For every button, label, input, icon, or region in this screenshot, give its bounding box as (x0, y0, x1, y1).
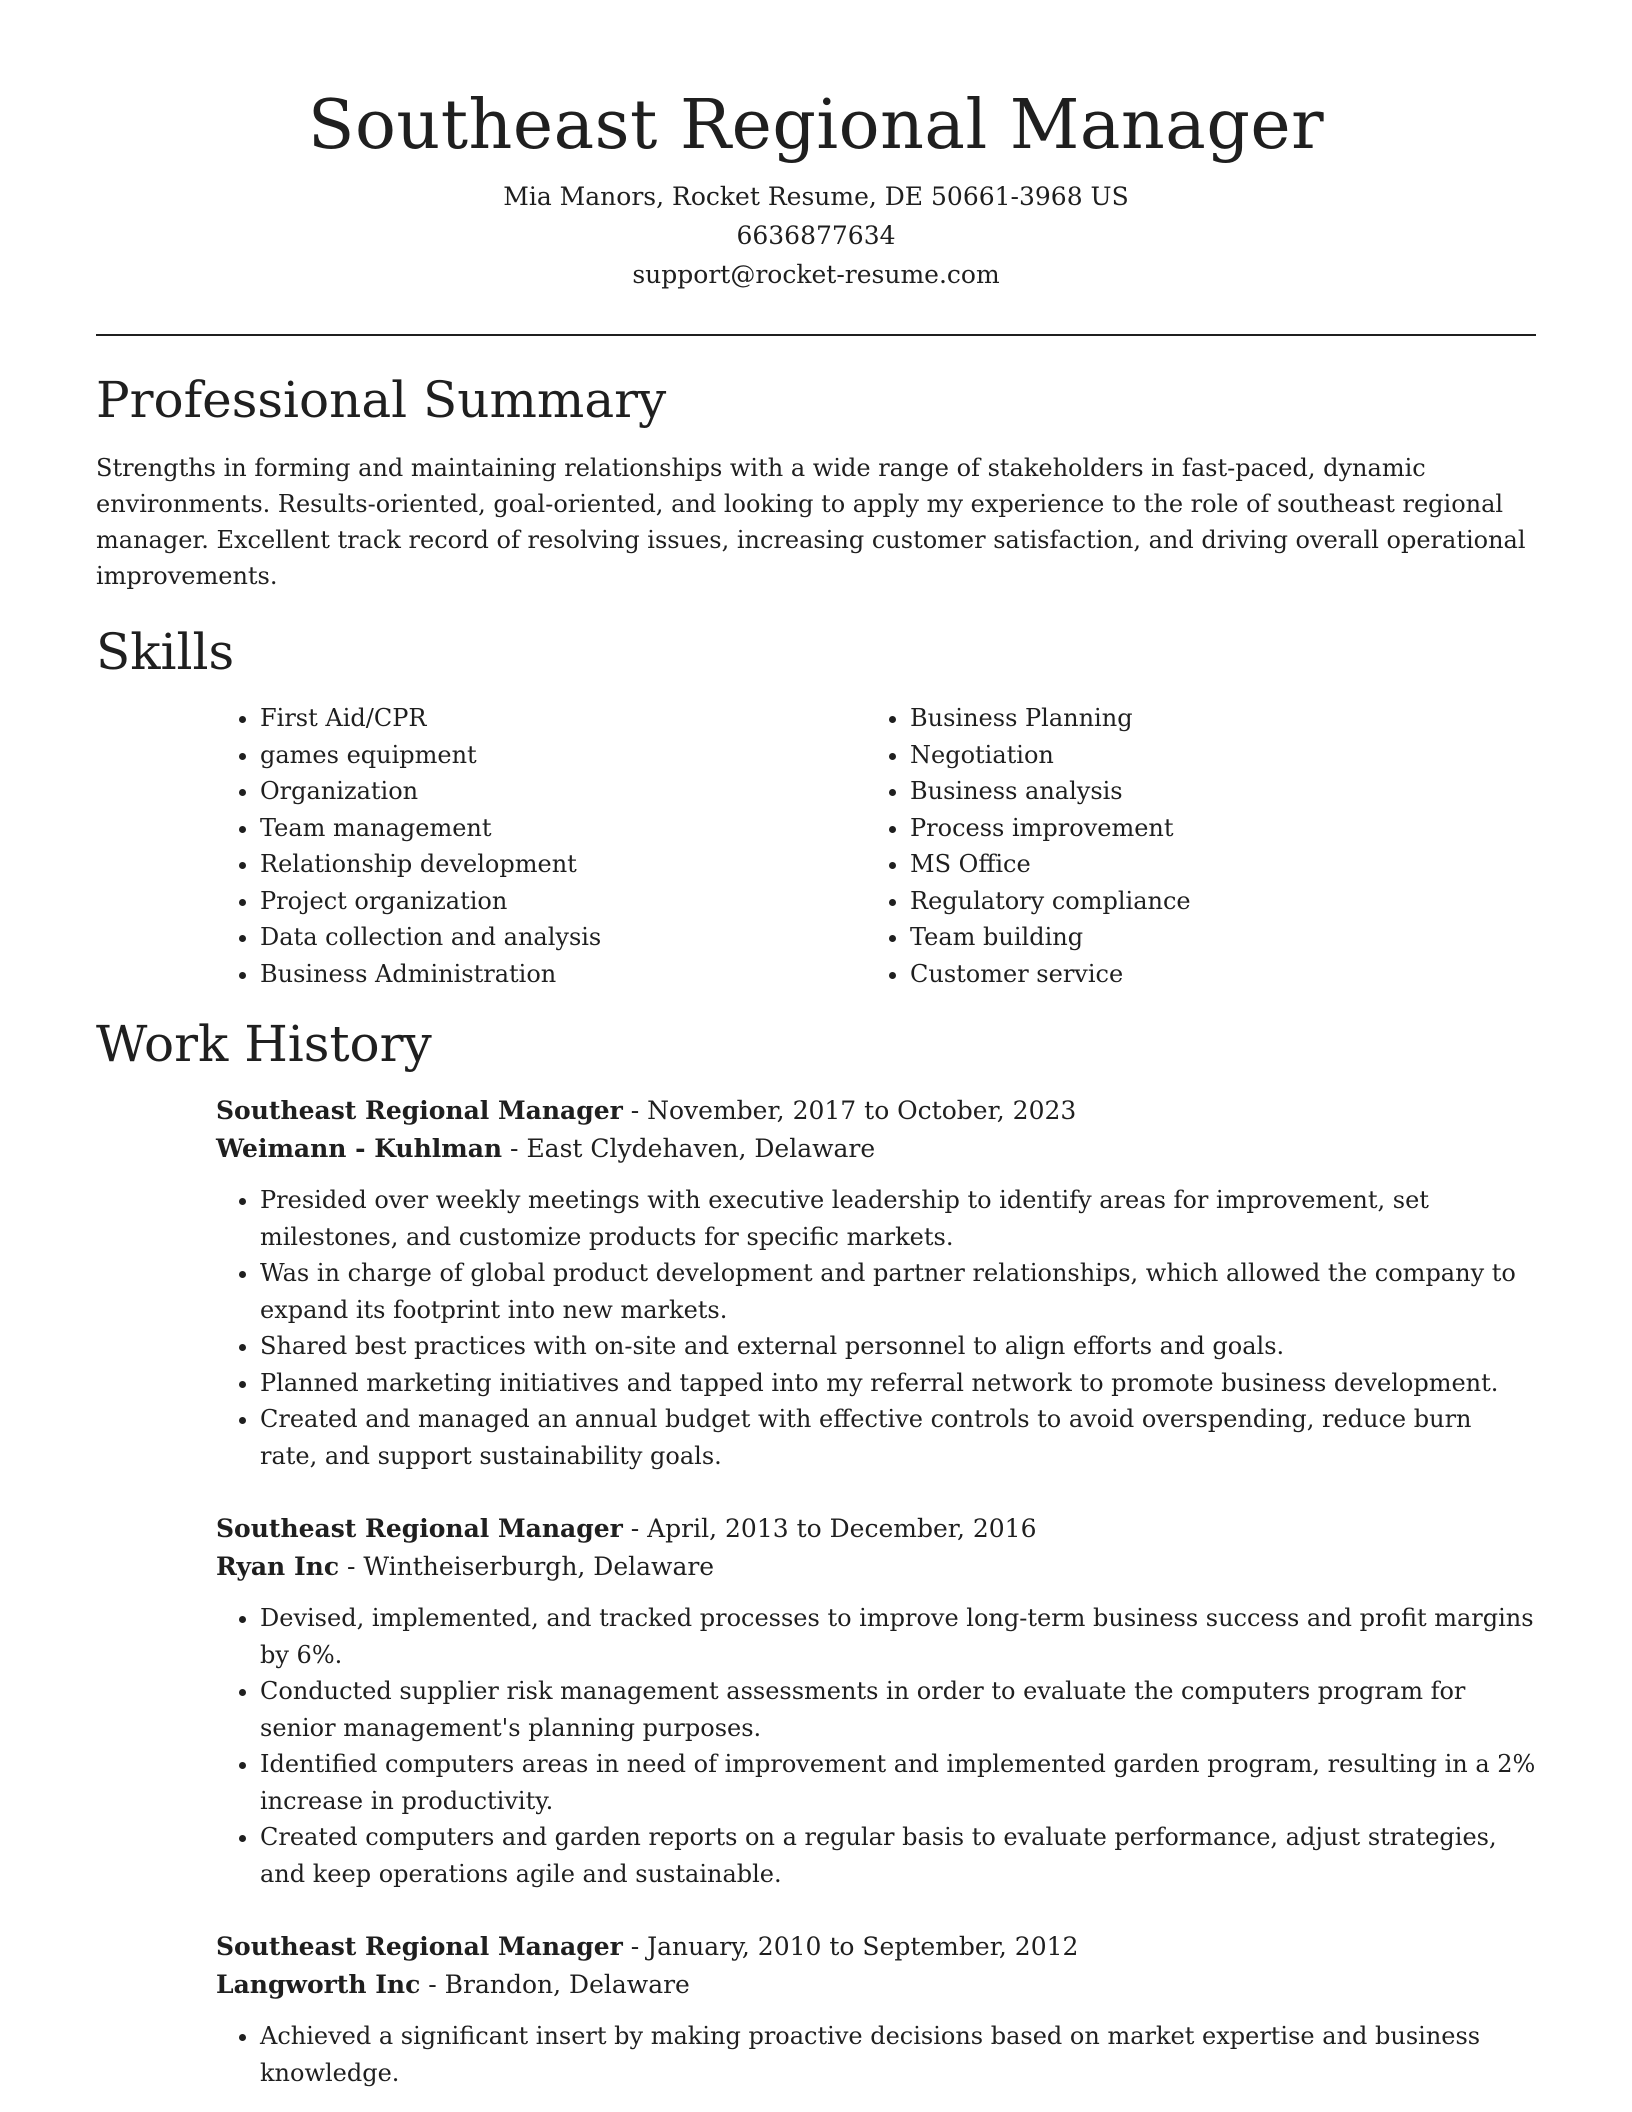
skill-item: • Regulatory compliance (910, 883, 1536, 920)
job-bullet: • Identified computers areas in need of improvement and implemented garden program, resulting in a 2% increase in productivity. (260, 1746, 1536, 1819)
skills-column-right (866, 700, 1536, 992)
skill-item: • games equipment (260, 737, 866, 774)
skill-item: • Business Administration (260, 956, 866, 993)
job-company: Ryan Inc (216, 1552, 340, 1581)
job-entry (216, 1092, 1536, 1474)
job-bullet: • Planned marketing initiatives and tapped into my referral network to promote business development. (260, 1365, 1536, 1402)
job-bullets (216, 1182, 1536, 1474)
contact-phone: 6636877634 (736, 221, 896, 250)
job-company: Langworth Inc (216, 1970, 421, 1999)
skill-item: • Data collection and analysis (260, 919, 866, 956)
job-company-line: Ryan Inc - Wintheiserburgh, Delaware (216, 1552, 715, 1581)
header-divider (96, 334, 1536, 336)
job-company-line: Weimann - Kuhlman - East Clydehaven, Delaware (216, 1134, 876, 1163)
job-role: Southeast Regional Manager (216, 1096, 623, 1125)
skill-item: • Relationship development (260, 846, 866, 883)
job-company-line: Langworth Inc - Brandon, Delaware (216, 1970, 690, 1999)
work-history-heading: Work History (96, 1015, 432, 1073)
skill-item: • Project organization (260, 883, 866, 920)
job-bullet: • Devised, implemented, and tracked processes to improve long-term business success and profit margins by 6%. (260, 1600, 1536, 1673)
job-location: Brandon, Delaware (444, 1970, 690, 1999)
contact-email: support@rocket-resume.com (632, 260, 1000, 289)
job-company: Weimann - Kuhlman (216, 1134, 503, 1163)
skill-item: • Business analysis (910, 773, 1536, 810)
job-location: East Clydehaven, Delaware (526, 1134, 876, 1163)
job-role-line: Southeast Regional Manager - April, 2013 to December, 2016 (216, 1514, 1037, 1543)
job-dates: April, 2013 to December, 2016 (647, 1514, 1037, 1543)
skill-item: • MS Office (910, 846, 1536, 883)
contact-info (0, 177, 1632, 294)
contact-address: Mia Manors, Rocket Resume, DE 50661-3968 US (503, 182, 1129, 211)
skill-item: • First Aid/CPR (260, 700, 866, 737)
work-history-section (96, 1014, 1536, 2091)
job-bullet: • Created computers and garden reports on a regular basis to evaluate performance, adjust strategies, and keep operations agile and sustainable. (260, 1819, 1536, 1892)
job-entry (216, 1510, 1536, 1892)
job-role: Southeast Regional Manager (216, 1932, 623, 1961)
summary-heading: Professional Summary (96, 371, 667, 429)
skills-section (96, 622, 1536, 992)
job-bullet: • Presided over weekly meetings with executive leadership to identify areas for improvement, set milestones, and customize products for specific markets. (260, 1182, 1536, 1255)
skills-heading: Skills (96, 623, 235, 681)
skill-item: • Team building (910, 919, 1536, 956)
job-bullet: • Was in charge of global product development and partner relationships, which allowed the company to expand its footprint into new markets. (260, 1255, 1536, 1328)
job-entry (216, 1928, 1536, 2091)
skill-item: • Team management (260, 810, 866, 847)
skill-item: • Process improvement (910, 810, 1536, 847)
job-bullet: • Conducted supplier risk management assessments in order to evaluate the computers program for senior management's planning purposes. (260, 1673, 1536, 1746)
skills-column-left (216, 700, 866, 992)
skill-item: • Business Planning (910, 700, 1536, 737)
job-bullet: • Shared best practices with on-site and external personnel to align efforts and goals. (260, 1328, 1536, 1365)
job-role-line: Southeast Regional Manager - January, 2010 to September, 2012 (216, 1932, 1079, 1961)
job-dates: January, 2010 to September, 2012 (647, 1932, 1079, 1961)
job-bullet: • Created and managed an annual budget with effective controls to avoid overspending, reduce burn rate, and support sustainability goals. (260, 1401, 1536, 1474)
resume-header (0, 0, 1632, 294)
job-role-line: Southeast Regional Manager - November, 2017 to October, 2023 (216, 1096, 1077, 1125)
skill-item: • Negotiation (910, 737, 1536, 774)
job-bullets (216, 2018, 1536, 2091)
job-role: Southeast Regional Manager (216, 1514, 623, 1543)
skills-list (216, 700, 1536, 992)
page-title: Southeast Regional Manager (307, 86, 1325, 165)
summary-section (96, 370, 1536, 594)
job-location: Wintheiserburgh, Delaware (363, 1552, 715, 1581)
job-bullet: • Achieved a significant insert by making proactive decisions based on market expertise and business knowledge. (260, 2018, 1536, 2091)
skill-item: • Organization (260, 773, 866, 810)
job-bullets (216, 1600, 1536, 1892)
skill-item: • Customer service (910, 956, 1536, 993)
summary-text: Strengths in forming and maintaining relationships with a wide range of stakeholders in fast-paced, dynamic environments. Results-oriented, goal-oriented, and looking to apply my experience to the role of southeast regional manager. Excellent track record of resolving issues, increasing customer satisfaction, and driving overall operational improvements. (96, 454, 1526, 590)
job-dates: November, 2017 to October, 2023 (647, 1096, 1077, 1125)
